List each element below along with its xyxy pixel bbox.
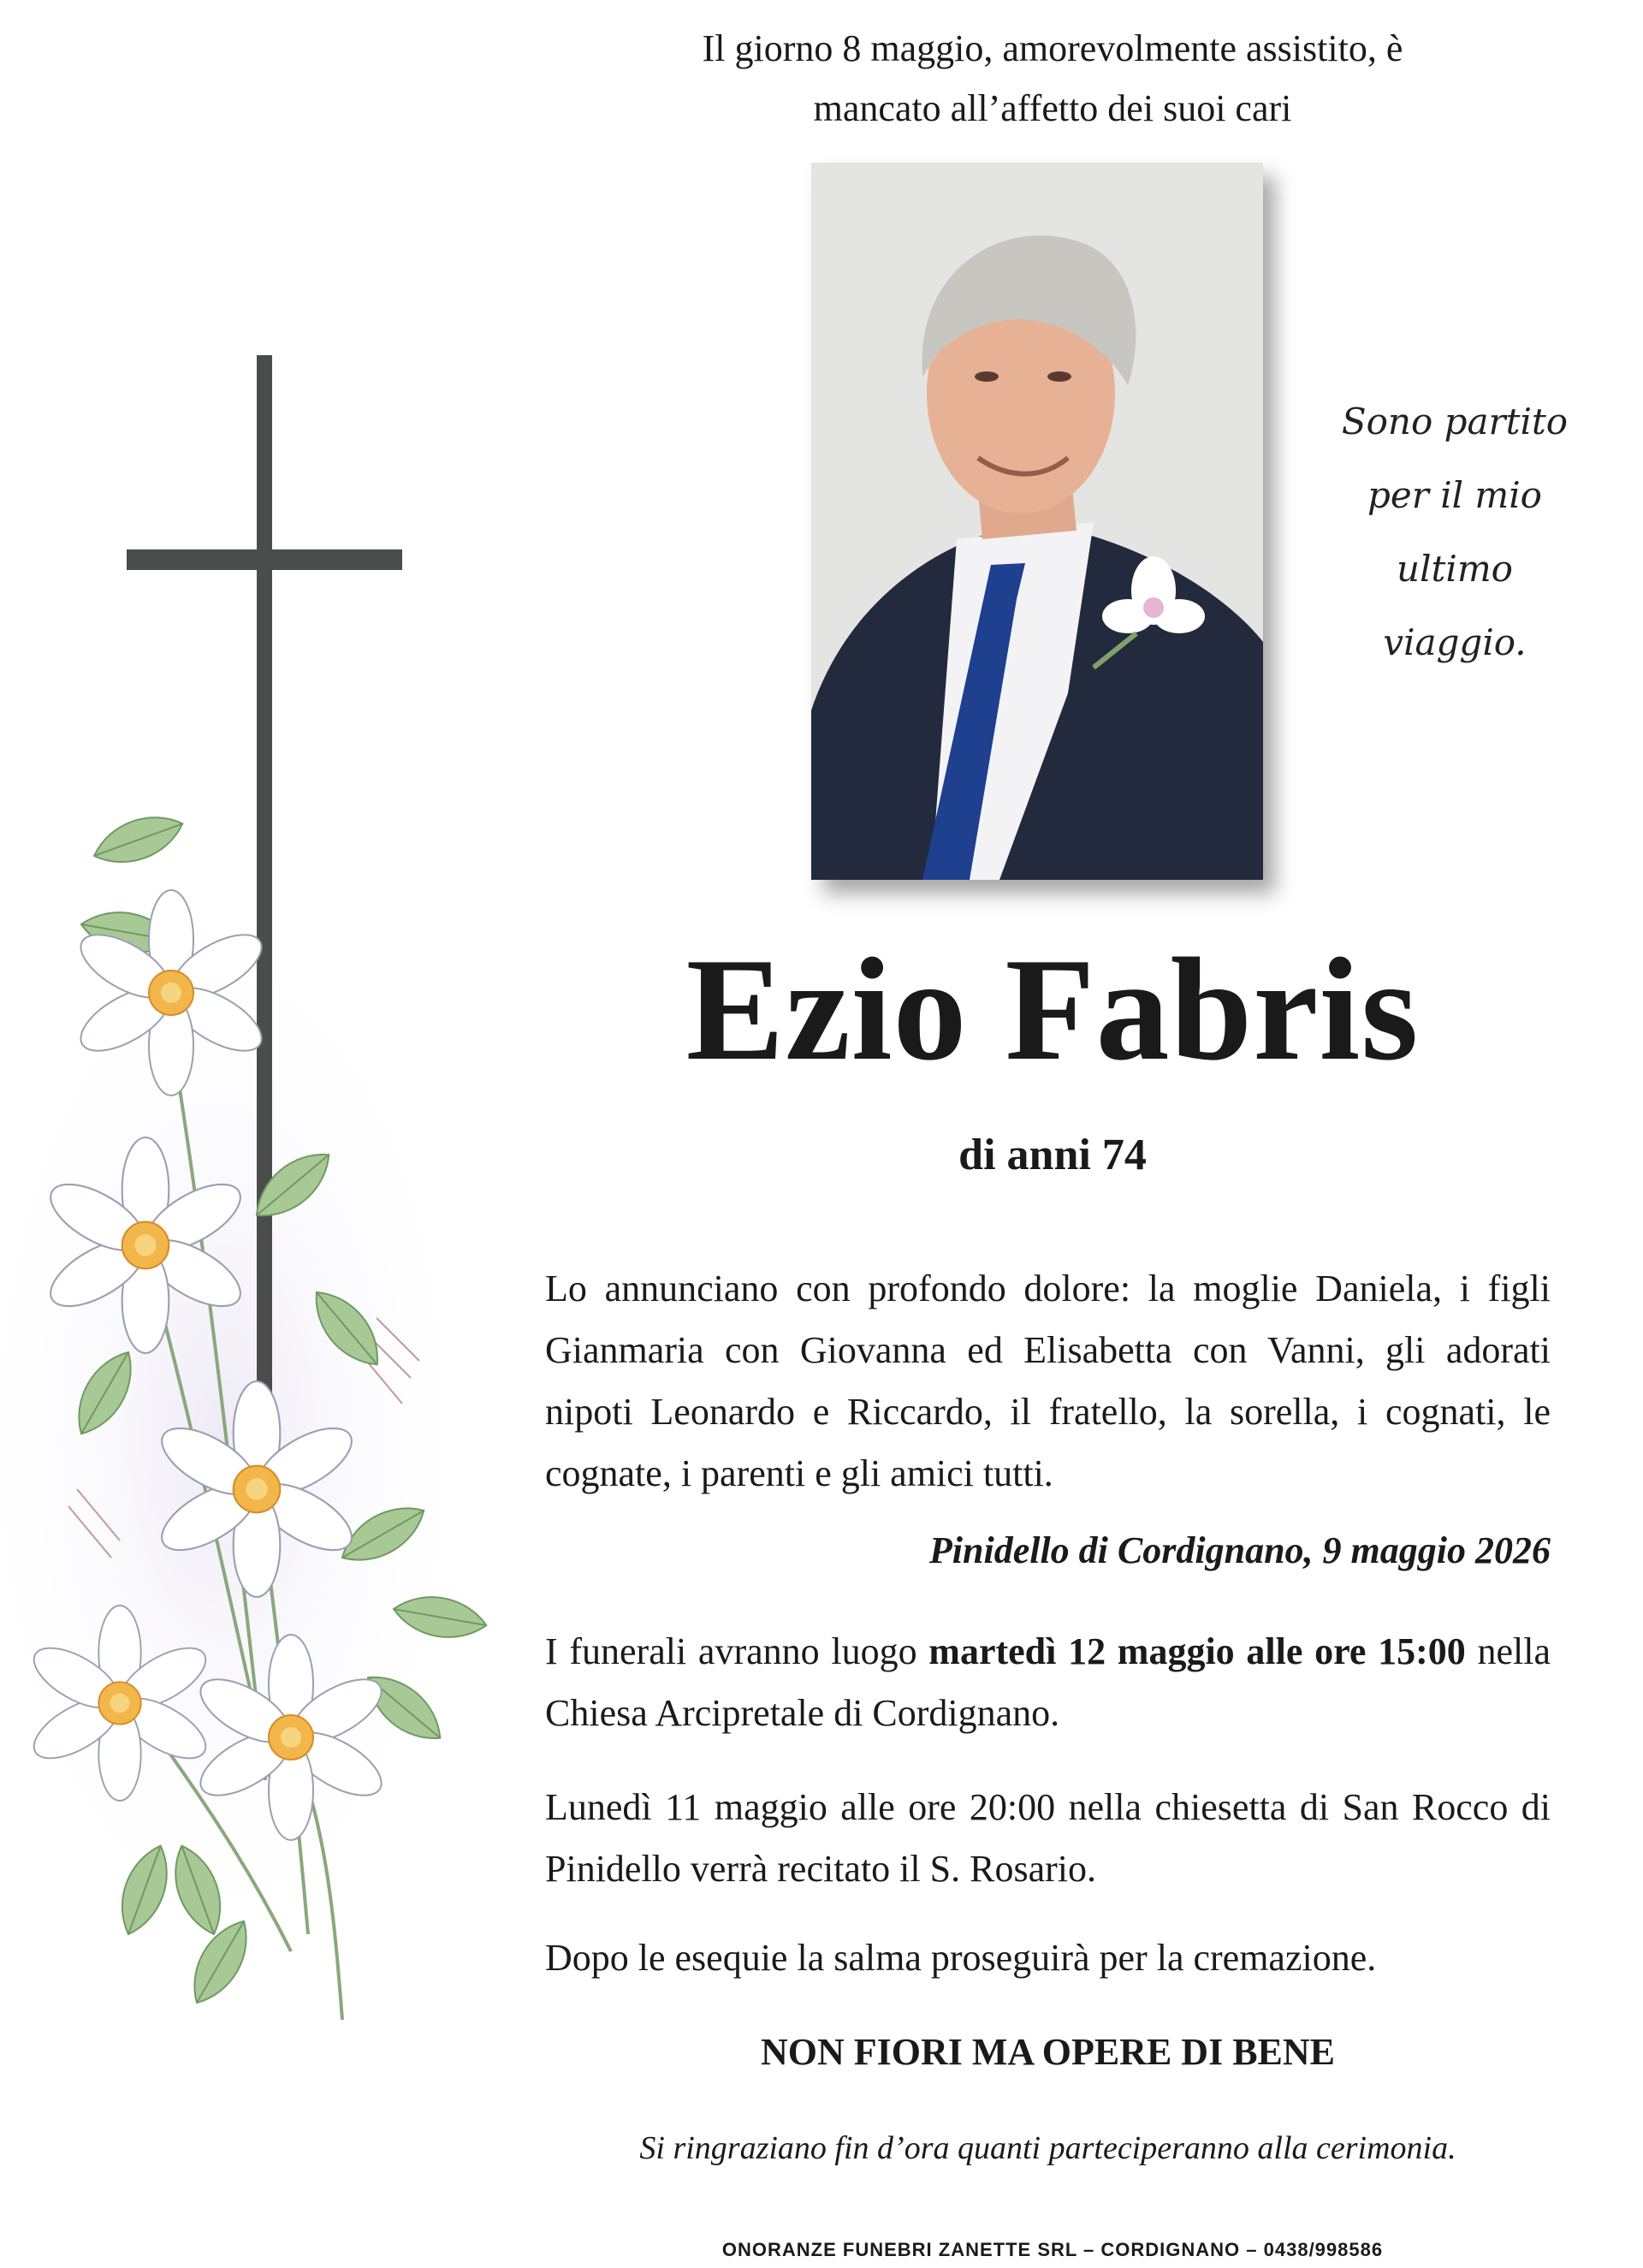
funeral-home-footer: ONORANZE FUNEBRI ZANETTE SRL – CORDIGNANO – 0438/998586 <box>721 2239 1384 2260</box>
announcement-paragraph: Lo annunciano con profondo dolore: la moglie Daniela, i figli Gianmaria con Giovanna ed Elisabetta con Vanni, gli adorati nipoti Leonardo e Riccardo, il fratello, la sorella, i cognati, le cognate, i parenti e gli amici tutti. <box>545 1268 1551 1494</box>
funeral-paragraph <box>545 1621 1551 1744</box>
funeral-intro: I funerali avranno luogo <box>545 1630 929 1672</box>
funeral-location: nella Chiesa Arcipretale di Cordignano. <box>545 1630 1551 1734</box>
poem-line: per il mio <box>1367 474 1542 516</box>
deceased-name: Ezio Fabris <box>685 929 1420 1091</box>
cross-and-flowers-illustration <box>0 325 548 2140</box>
cremation-paragraph: Dopo le esequie la salma proseguirà per la cremazione. <box>545 1937 1377 1979</box>
funeral-datetime: martedì 12 maggio alle ore 15:00 <box>928 1630 1466 1672</box>
poem-line: ultimo <box>1397 548 1513 590</box>
portrait-photo <box>811 163 1263 880</box>
rosary-paragraph: Lunedì 11 maggio alle ore 20:00 nella chiesetta di San Rocco di Pinidello verrà recitato il S. Rosario. <box>545 1786 1551 1890</box>
poem-line: viaggio. <box>1383 621 1527 663</box>
thanks-note: Si ringraziano fin d’ora quanti parteciperanno alla cerimonia. <box>639 2130 1456 2166</box>
intro-text <box>548 19 1557 139</box>
deceased-age: di anni 74 <box>958 1131 1147 1179</box>
intro-line-2: mancato all’affetto dei suoi cari <box>813 87 1292 129</box>
poem-line: Sono partito <box>1341 401 1569 442</box>
place-date: Pinidello di Cordignano, 9 maggio 2026 <box>928 1529 1551 1571</box>
poem <box>1318 385 1592 680</box>
intro-line-1: Il giorno 8 maggio, amorevolmente assistito, è <box>702 27 1403 69</box>
no-flowers-notice: NON FIORI MA OPERE DI BENE <box>760 2031 1336 2073</box>
